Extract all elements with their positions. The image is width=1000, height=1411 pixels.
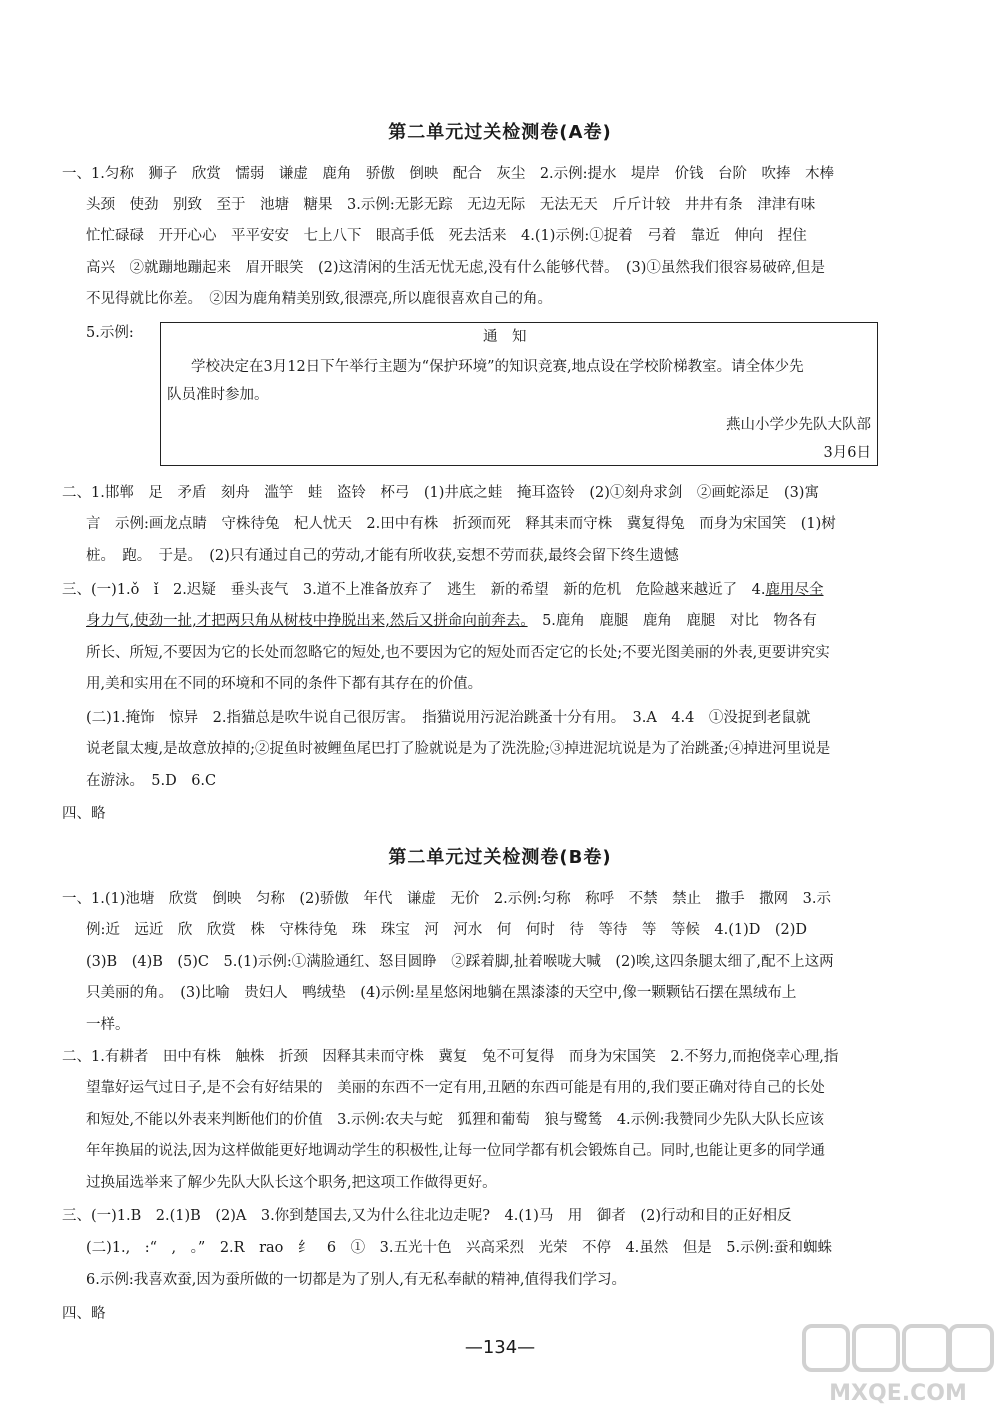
- b-part1-line-1: 一、1.(1)池塘 欣赏 倒映 匀称 (2)骄傲 年代 谦虚 无价 2.示例:匀称 称呼 不禁 禁止 撒手 撒网 3.示: [62, 891, 831, 907]
- a-line-4: 高兴 ②就蹦地蹦起来 眉开眼笑 (2)这清闲的生活无忧无虑,没有什么能够代替。 (3)①虽然我们很容易破碎,但是: [86, 260, 826, 276]
- b-part2-line-3: 和短处,不能以外表来判断他们的价值 3.示例:农夫与蛇 狐狸和葡萄 狼与鹭鸶 4.示例:我赞同少先队大队长应该: [86, 1112, 825, 1128]
- a-part3-line-3: 所长、所短,不要因为它的长处而忽略它的短处,也不要因为它的短处而否定它的长处;不要光图美丽的外表,更要讲究实: [86, 645, 830, 661]
- a-part3b-line-3: 在游泳。 5.D 6.C: [86, 773, 217, 789]
- b-part2-line-4: 年年换届的说法,因为这样做能更好地调动学生的积极性,让每一位同学都有机会锻炼自己。同时,也能让更多的同学通: [86, 1143, 825, 1159]
- b-part3-line-2: (二)1., :“ , 。” 2.R rao 纟 6 ① 3.五光十色 兴高采烈 光荣 不停 4.虽然 但是 5.示例:蚕和蜘蛛: [86, 1240, 832, 1256]
- a-part3-underlined-1: 鹿用尽全: [765, 582, 824, 598]
- watermark-logo: [800, 1322, 996, 1408]
- b-part3-line-3: 6.示例:我喜欢蚕,因为蚕所做的一切都是为了别人,有无私奉献的精神,值得我们学习。: [86, 1272, 627, 1288]
- a-part3-line-1: [62, 580, 824, 600]
- section-b-title: 第二单元过关检测卷(B卷): [388, 847, 612, 868]
- a-line-3: 忙忙碌碌 开开心心 平平安安 七上八下 眼高手低 死去活来 4.(1)示例:①捉着 弓着 靠近 伸向 捏住: [86, 228, 807, 244]
- a-part2-line-1: 二、1.邯郸 足 矛盾 刻舟 滥竽 蛙 盗铃 杯弓 (1)井底之蛙 掩耳盗铃 (2)①刻舟求剑 ②画蛇添足 (3)寓: [62, 485, 819, 501]
- a-part3b-line-2: 说老鼠太瘦,是故意放掉的;②捉鱼时被鲤鱼尾巴打了脸就说是为了洗洗脸;③掉进泥坑说是为了治跳蚤;④掉进河里说是: [86, 741, 831, 757]
- a-part3b-line-1: (二)1.掩饰 惊异 2.指猫总是吹牛说自己很厉害。 指猫说用污泥治跳蚤十分有用。 3.A 4.4 ①没捉到老鼠就: [86, 710, 811, 726]
- a-part3-line-1-text: 三、(一)1.ǒ ǐ 2.迟疑 垂头丧气 3.道不上准备放弃了 逃生 新的希望 新的危机 危险越来越近了 4.: [62, 582, 766, 598]
- b-part3-line-1: 三、(一)1.B 2.(1)B (2)A 3.你到楚国去,又为什么往北边走呢? 4.(1)马 用 御者 (2)行动和目的正好相反: [62, 1208, 792, 1224]
- page-number: —134—: [464, 1337, 536, 1358]
- b-part2-line-5: 过换届选举来了解少先队大队长这个职务,把这项工作做得更好。: [86, 1175, 497, 1191]
- a-part2-line-3: 桩。 跑。 于是。 (2)只有通过自己的劳动,才能有所收获,妄想不劳而获,最终会留下终生遗憾: [86, 548, 679, 564]
- notice-signature: 燕山小学少先队大队部: [726, 417, 871, 433]
- a-part2-line-2: 言 示例:画龙点睛 守株待兔 杞人忧天 2.田中有株 折颈而死 释其耒而守株 冀复得兔 而身为宋国笑 (1)树: [86, 516, 836, 532]
- notice-body-1: 学校决定在3月12日下午举行主题为“保护环境”的知识竞赛,地点设在学校阶梯教室。请全体少先: [191, 359, 804, 375]
- a-part3-underlined-2: 身力气,使劲一扯,才把两只角从树枝中挣脱出来,然后又拼命向前奔去。: [86, 613, 528, 629]
- notice-date: 3月6日: [823, 445, 871, 461]
- b-part1-line-4: 只美丽的角。 (3)比喻 贵妇人 鸭绒垫 (4)示例:星星悠闲地躺在黑漆漆的天空中,像一颗颗钻石摆在黑绒布上: [86, 985, 797, 1001]
- a-line-1: 一、1.匀称 狮子 欣赏 懦弱 谦虚 鹿角 骄傲 倒映 配合 灰尘 2.示例:提水 堤岸 价钱 台阶 吹捧 木棒: [62, 166, 835, 182]
- b-part2-line-1: 二、1.有耕者 田中有株 触株 折颈 因释其耒而守株 冀复 兔不可复得 而身为宋国笑 2.不努力,而抱侥幸心理,指: [62, 1049, 839, 1065]
- notice-box: [160, 322, 878, 466]
- a-part3-line-2-text: 5.鹿角 鹿腿 鹿角 鹿腿 对比 物各有: [527, 613, 817, 629]
- b-part1-line-2: 例:近 远近 欣 欣赏 株 守株待兔 珠 珠宝 河 河水 何 何时 待 等待 等 等候 4.(1)D (2)D: [86, 922, 808, 938]
- b-part1-line-3: (3)B (4)B (5)C 5.(1)示例:①满脸通红、怒目圆睁 ②踩着脚,扯着喉咙大喊 (2)唉,这四条腿太细了,配不上这两: [86, 954, 834, 970]
- a-part4: 四、略: [62, 806, 106, 822]
- watermark-text: MXQE.COM: [829, 1381, 967, 1406]
- b-part4: 四、略: [62, 1306, 106, 1322]
- a-part3-line-4: 用,美和实用在不同的环境和不同的条件下都有其存在的价值。: [86, 676, 483, 692]
- section-a-title: 第二单元过关检测卷(A卷): [388, 122, 612, 143]
- a-line-5: 不见得就比你差。 ②因为鹿角精美别致,很漂亮,所以鹿很喜欢自己的角。: [86, 291, 552, 307]
- notice-body-2: 队员准时参加。: [167, 387, 269, 403]
- a-part3-line-2: [86, 611, 817, 631]
- b-part2-line-2: 望靠好运气过日子,是不会有好结果的 美丽的东西不一定有用,丑陋的东西可能是有用的,我们要正确对待自己的长处: [86, 1080, 825, 1096]
- b-part1-line-5: 一样。: [86, 1017, 130, 1033]
- a-line-2: 头颈 使劲 别致 至于 池塘 糖果 3.示例:无影无踪 无边无际 无法无天 斤斤计较 井井有条 津津有味: [86, 197, 816, 213]
- a-q5-label: 5.示例:: [86, 325, 134, 341]
- notice-heading: 通 知: [483, 329, 527, 345]
